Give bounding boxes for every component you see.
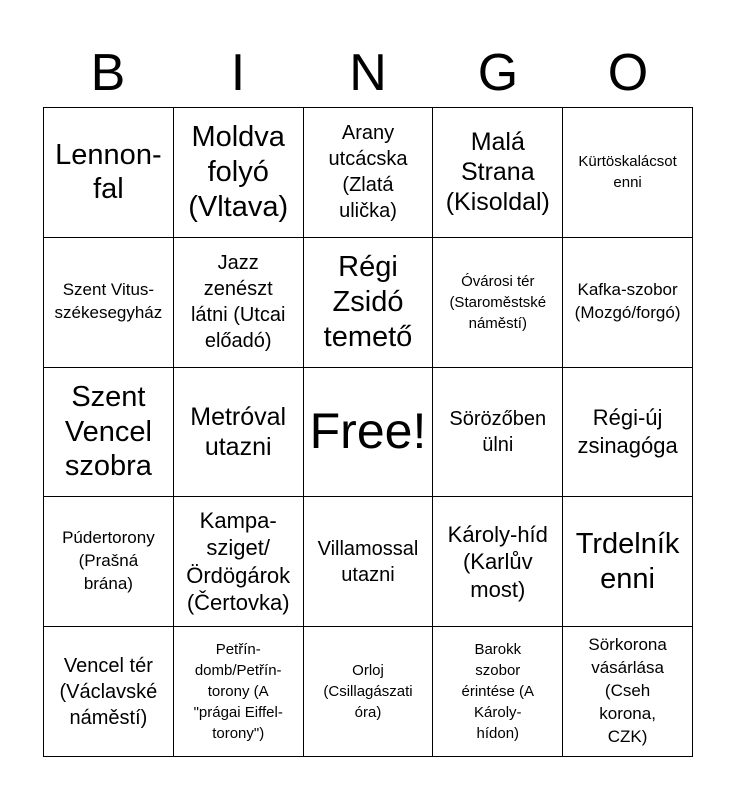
bingo-cell[interactable]	[563, 108, 693, 238]
bingo-grid	[43, 107, 693, 757]
bingo-cell-label: Moldva folyó (Vltava)	[188, 121, 289, 223]
bingo-cell[interactable]	[433, 238, 563, 368]
header-letter-n: N	[349, 44, 387, 102]
bingo-cell-label: Óvárosi tér (Staroměstské náměstí)	[449, 272, 547, 332]
header-letter-o: O	[607, 44, 649, 102]
bingo-cell[interactable]	[174, 627, 304, 757]
bingo-cell[interactable]	[174, 108, 304, 238]
bingo-cell[interactable]	[433, 368, 563, 498]
free-space-cell[interactable]	[304, 368, 434, 498]
bingo-cell-label: Régi Zsidó temető	[323, 251, 413, 353]
bingo-cell-label: Szent Vitus- székesegyház	[54, 280, 163, 323]
bingo-cell[interactable]	[44, 238, 174, 368]
bingo-cell-label: Szent Vencel szobra	[64, 380, 152, 483]
bingo-cell-label: Metróval utazni	[190, 402, 287, 461]
bingo-header	[43, 38, 693, 108]
header-letter-b: B	[90, 44, 126, 102]
bingo-cell-label: Károly-híd (Karlův most)	[447, 521, 548, 602]
bingo-cell-label: Free!	[309, 403, 427, 460]
bingo-cell-label: Kafka-szobor (Mozgó/forgó)	[574, 280, 681, 323]
bingo-cell-label: Petřín- domb/Petřín- torony (A "prágai Eiffel- torony")	[193, 641, 283, 743]
bingo-cell-label: Kürtöskalácsot enni	[578, 153, 677, 192]
bingo-cell-label: Púdertorony (Prašná brána)	[62, 528, 155, 594]
header-letter-i: I	[230, 44, 246, 102]
bingo-cell[interactable]	[433, 627, 563, 757]
bingo-cell[interactable]	[44, 627, 174, 757]
bingo-cell-label: Régi-új zsinagóga	[577, 405, 678, 458]
bingo-cell-label: Kampa- sziget/ Ördögárok (Čertovka)	[186, 507, 291, 616]
bingo-cell-label: Jazz zenészt látni (Utcai előadó)	[190, 252, 286, 353]
bingo-cell-label: Malá Strana (Kisoldal)	[445, 128, 550, 217]
bingo-cell[interactable]	[174, 497, 304, 627]
bingo-cell[interactable]	[563, 238, 693, 368]
bingo-cell[interactable]	[563, 627, 693, 757]
bingo-cell[interactable]	[44, 497, 174, 627]
bingo-cell[interactable]	[44, 108, 174, 238]
bingo-cell[interactable]	[174, 238, 304, 368]
bingo-cell[interactable]	[304, 627, 434, 757]
bingo-cell[interactable]	[563, 368, 693, 498]
bingo-cell[interactable]	[174, 368, 304, 498]
bingo-cell-label: Trdelník enni	[575, 527, 680, 595]
bingo-cell[interactable]	[563, 497, 693, 627]
bingo-cell-label: Orloj (Csillagászati óra)	[323, 662, 413, 722]
bingo-cell-label: Sörkorona vásárlása (Cseh korona, CZK)	[588, 635, 667, 746]
bingo-cell[interactable]	[304, 497, 434, 627]
bingo-cell-label: Villamossal utazni	[317, 537, 419, 586]
bingo-cell-label: Vencel tér (Václavské náměstí)	[59, 654, 158, 729]
bingo-cell-label: Arany utcácska (Zlatá ulička)	[328, 122, 408, 223]
bingo-cell[interactable]	[44, 368, 174, 498]
header-letter-g: G	[477, 44, 519, 102]
bingo-cell-label: Sörözőben ülni	[449, 407, 547, 456]
bingo-cell[interactable]	[433, 497, 563, 627]
bingo-cell-label: Barokk szobor érintése (A Károly- hídon)	[461, 641, 535, 743]
bingo-cell[interactable]	[304, 108, 434, 238]
bingo-cell[interactable]	[433, 108, 563, 238]
bingo-cell-label: Lennon- fal	[55, 138, 162, 206]
bingo-cell[interactable]	[304, 238, 434, 368]
